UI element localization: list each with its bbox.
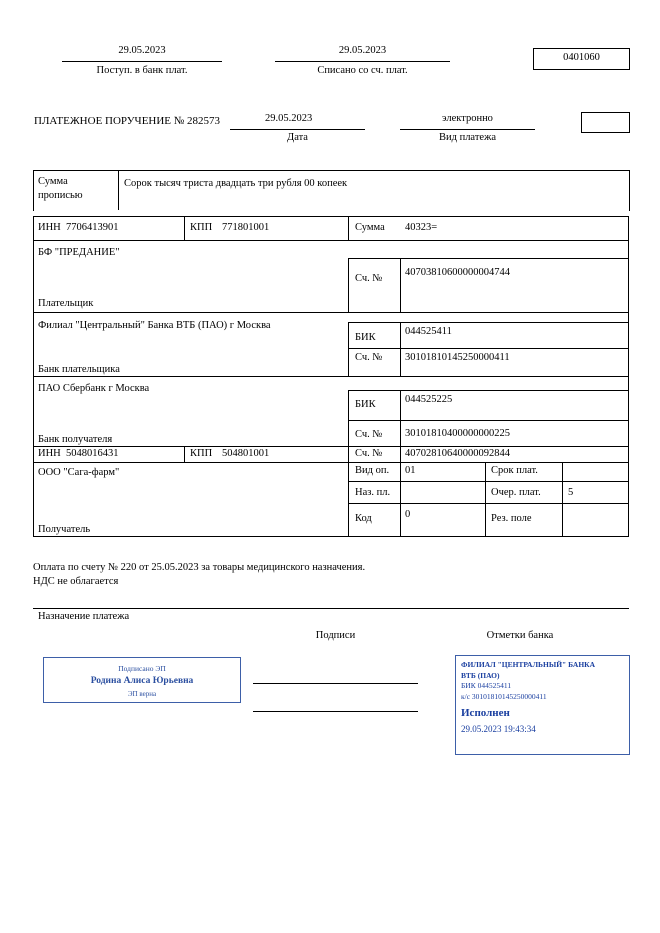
written-off-date-value: 29.05.2023	[338, 45, 387, 56]
payee-kpp-label: КПП	[190, 448, 213, 459]
payer-bank-bik-value: 044525411	[405, 326, 452, 337]
op-kind-value: 01	[405, 465, 416, 476]
bank-marks-label: Отметки банка	[486, 630, 554, 641]
e-signature-footer: ЭП верна	[127, 690, 157, 698]
inn-right-border	[628, 216, 629, 240]
received-date-label: Поступ. в банк плат.	[96, 65, 188, 76]
payee-kpp-acct-divider	[348, 446, 349, 462]
code-value: 0	[405, 509, 411, 520]
payer-kpp-label: КПП	[190, 222, 213, 233]
payee-bank-account-label: Сч. №	[355, 429, 383, 440]
priority-value: 5	[568, 487, 574, 498]
payment-kind-value: электронно	[442, 113, 493, 124]
bank-stamp-bik: БИК 044525411	[461, 681, 512, 690]
document-date-field	[230, 112, 365, 130]
payer-right-border	[628, 240, 629, 312]
payee-account-label: Сч. №	[355, 448, 383, 459]
bank-stamp-line-2: ВТБ (ПАО)	[461, 670, 500, 680]
payee-acct-divider-2	[400, 446, 401, 462]
payer-bank-label: Банк плательщика	[38, 364, 120, 375]
payer-inn-label: ИНН	[38, 222, 61, 233]
signature-line-1	[253, 683, 418, 684]
payee-bank-name-value: ПАО Сбербанк г Москва	[38, 383, 150, 394]
signature-line-2	[253, 711, 418, 712]
payer-account-label: Сч. №	[355, 273, 383, 284]
bank-stamp-corr-account: к/с 30101810145250000411	[461, 691, 547, 701]
document-date-value: 29.05.2023	[265, 113, 313, 124]
purpose-code-label: Наз. пл.	[355, 487, 391, 498]
rule-payee-inn-bottom	[33, 462, 629, 463]
written-off-date-label: Списано со сч. плат.	[317, 65, 408, 76]
payer-inn-value: 7706413901	[66, 222, 119, 233]
payee-inn-kpp-divider	[184, 446, 185, 462]
payment-kind-label: Вид платежа	[438, 132, 496, 143]
purpose-line-1: Оплата по счету № 220 от 25.05.2023 за товары медицинского назначения.	[33, 562, 366, 573]
signatures-label: Подписи	[315, 630, 356, 641]
rule-payee-bik-bottom	[348, 420, 629, 421]
kpp-summa-divider	[348, 216, 349, 240]
written-off-date-field	[275, 45, 450, 62]
rule-bik-top	[348, 322, 629, 323]
e-signature-header: Подписано ЭП	[118, 664, 166, 673]
payee-account-value: 40702810640000092844	[405, 448, 510, 459]
rule-grid-1	[348, 481, 629, 482]
payee-grid-divider	[348, 462, 349, 536]
amount-words-label-1: Сумма	[38, 176, 68, 187]
payer-label: Плательщик	[38, 298, 94, 309]
bank-stamp-status: Исполнен	[461, 707, 510, 719]
payee-inn-label: ИНН	[38, 448, 61, 459]
payee-grid-divider-3	[485, 462, 486, 536]
purpose-line-2: НДС не облагается	[33, 576, 119, 587]
payment-kind-code-box	[581, 112, 630, 133]
payee-name-value: ООО "Сага-фарм"	[38, 467, 120, 478]
amount-words-label-2: прописью	[38, 190, 83, 201]
payee-bank-right-border	[628, 376, 629, 446]
payer-bank-divider-2	[400, 322, 401, 376]
payer-account-divider	[348, 258, 349, 312]
payer-bank-divider	[348, 322, 349, 376]
payee-bank-divider	[348, 390, 349, 446]
e-signature-name: Родина Алиса Юрьевна	[90, 676, 194, 686]
amount-in-words-value: Сорок тысяч триста двадцать три рубля 00 копеек	[124, 178, 348, 189]
payee-inn-value: 5048016431	[66, 448, 119, 459]
payee-inn-left-border	[33, 446, 34, 462]
payee-left-border	[33, 462, 34, 536]
amount-words-divider	[118, 170, 119, 210]
op-kind-label: Вид оп.	[355, 465, 390, 476]
received-date-field	[62, 45, 222, 62]
bank-stamp-timestamp: 29.05.2023 19:43:34	[461, 723, 536, 734]
amount-words-box	[33, 170, 630, 211]
rule-bik-bottom	[348, 348, 629, 349]
payer-kpp-value: 771801001	[222, 222, 270, 233]
received-date-value: 29.05.2023	[118, 45, 166, 56]
payer-bank-account-label: Сч. №	[355, 352, 383, 363]
payer-bank-bik-label: БИК	[355, 332, 376, 343]
payee-bank-divider-2	[400, 390, 401, 446]
bank-stamp-line-1: ФИЛИАЛ "ЦЕНТРАЛЬНЫЙ" БАНКА	[461, 660, 596, 669]
payer-account-divider-2	[400, 258, 401, 312]
form-code-value: 0401060	[563, 52, 600, 63]
rule-payee-bank-bottom	[33, 446, 629, 447]
payer-bank-left-border	[33, 312, 34, 376]
reserve-field-label: Рез. поле	[491, 513, 532, 524]
rule-inn-bottom	[33, 240, 629, 241]
bank-execution-stamp	[455, 655, 630, 755]
payee-inn-right-border	[628, 446, 629, 462]
payee-label: Получатель	[38, 524, 91, 535]
page-title: ПЛАТЕЖНОЕ ПОРУЧЕНИЕ № 282573	[34, 115, 221, 127]
code-label: Код	[355, 513, 372, 524]
priority-label: Очер. плат.	[491, 487, 541, 498]
payment-term-label: Срок плат.	[491, 465, 538, 476]
payee-bank-left-border	[33, 376, 34, 446]
electronic-signature-stamp	[43, 657, 241, 703]
payer-left-border	[33, 240, 34, 312]
payee-bank-account-value: 30101810400000000225	[405, 428, 510, 439]
payee-bank-label: Банк получателя	[38, 434, 113, 445]
rule-payer-acct-top	[348, 258, 629, 259]
payee-bank-bik-value: 044525225	[405, 394, 453, 405]
payee-right-border	[628, 462, 629, 536]
payee-bank-bik-label: БИК	[355, 399, 376, 410]
form-code-box	[533, 48, 630, 70]
inn-kpp-divider	[184, 216, 185, 240]
payee-grid-divider-4	[562, 462, 563, 536]
payer-name-value: БФ "ПРЕДАНИЕ"	[38, 247, 120, 258]
payer-bank-name-value: Филиал "Центральный" Банка ВТБ (ПАО) г Москва	[38, 320, 271, 331]
rule-payee-bik-top	[348, 390, 629, 391]
payee-kpp-value: 504801001	[222, 448, 270, 459]
payer-account-value: 40703810600000004744	[405, 267, 510, 278]
date-label: Дата	[287, 132, 308, 143]
rule-inn-top	[33, 216, 629, 217]
rule-payer-bottom	[33, 312, 629, 313]
amount-value: 40323=	[405, 222, 438, 233]
payee-grid-divider-2	[400, 462, 401, 536]
inn-left-border	[33, 216, 34, 240]
payer-bank-account-value: 30101810145250000411	[405, 352, 510, 363]
purpose-of-payment-label: Назначение платежа	[38, 611, 130, 622]
rule-grid-2	[348, 503, 629, 504]
rule-payer-bank-bottom	[33, 376, 629, 377]
amount-label: Сумма	[355, 222, 385, 233]
rule-purpose-bottom	[33, 608, 629, 609]
rule-payee-bottom	[33, 536, 629, 537]
payment-kind-field	[400, 112, 535, 130]
